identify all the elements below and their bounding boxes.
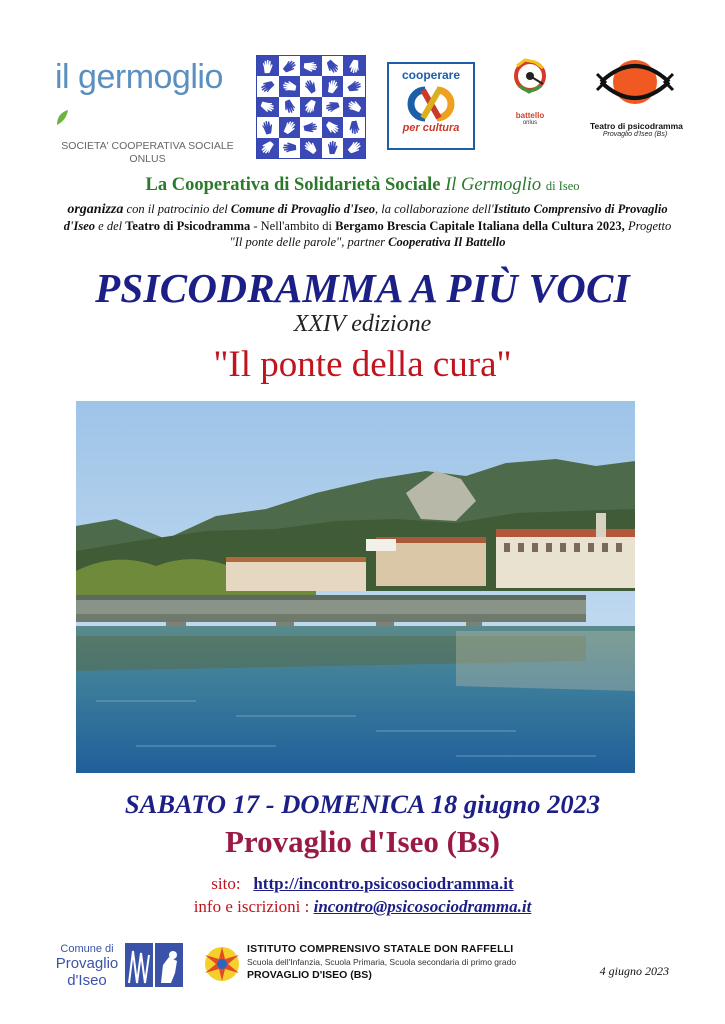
comune-emblem-icon [125,943,183,991]
teatro-logo-name: Teatro di psicodramma [590,121,683,131]
hand-icon [300,137,321,158]
hand-icon [344,77,364,97]
email-label: info e iscrizioni : [193,897,310,916]
cooperare-logo-top: cooperare [401,68,461,82]
intro-heading: La Cooperativa di Solidarietà Sociale Il Germoglio di Iseo [145,175,580,195]
hand-icon [259,118,277,136]
page-title: PSICODRAMMA A PIÙ VOCI [95,265,630,311]
hands-logo [256,55,366,159]
sun-eye-icon [595,56,675,112]
hand-icon [302,119,320,137]
hand-icon [282,140,298,156]
hand-icon [258,97,277,116]
hand-icon [301,97,321,117]
cooperare-per-cultura-logo [387,62,475,150]
hand-icon [260,59,275,74]
website-link[interactable]: http://incontro.psicosociodramma.it [253,874,514,893]
email-link[interactable]: incontro@psicosociodramma.it [313,897,532,916]
bicycle-icon [505,56,555,104]
hand-icon [346,58,363,75]
teatro-logo [590,56,683,146]
istituto-schools: Scuola dell'Infanzia, Scuola Primaria, Scuola secondaria di primo grado [247,957,517,967]
battello-logo [505,56,555,136]
hand-icon [257,137,278,158]
germoglio-logo-name: il germoglio [55,58,223,96]
hand-icon [280,97,300,117]
leaf-icon [55,109,69,127]
event-location: Provaglio d'Iseo (Bs) [225,824,500,859]
hand-icon [323,77,342,96]
document-date: 4 giugno 2023 [599,964,669,978]
hand-icon [257,76,278,97]
istituto-logo-icon [203,945,241,983]
istituto-name: ISTITUTO COMPRENSIVO STATALE DON RAFFELLI [247,943,514,955]
event-subtitle: "Il ponte della cura" [213,344,512,385]
hand-icon [301,76,322,97]
germoglio-logo-subtitle: SOCIETA' COOPERATIVA SOCIALE ONLUS [61,140,234,165]
edition-label: XXIV edizione [293,311,432,337]
battello-logo-sub: onlus [522,120,538,126]
hand-icon [322,56,343,77]
intro-paragraph: organizza con il patrocinio del Comune di Provaglio d'Iseo, la collaborazione dell'Istituto Comprensivo di Provaglio d'Iseo e del Teatro di Psicodramma - Nell'ambito di Bergamo Brescia Capitale Italiana della Cultura 2023, Progetto "Il ponte delle parole", partner Cooperativa Il Battello [63,202,672,249]
hand-icon [344,97,364,117]
hand-icon [303,58,319,74]
istituto-town: PROVAGLIO D'ISEO (BS) [247,969,372,981]
teatro-logo-sub: Provaglio d'Iseo (Bs) [602,131,668,138]
battello-logo-name: battello [515,111,545,120]
email-line [0,897,725,917]
istituto-info [247,943,567,981]
hand-icon [323,97,342,116]
cooperare-emblem-icon [399,84,463,124]
hand-icon [279,117,300,138]
germoglio-logo [55,58,240,165]
hand-icon [322,117,343,138]
hand-icon [280,78,298,96]
comune-logo: Comune di Provaglio d'Iseo [55,943,119,989]
website-line [0,874,725,894]
hand-icon [325,140,340,155]
website-label: sito: [211,874,241,893]
cooperare-logo-bottom: per cultura [402,122,460,134]
bridge-lake-photo [76,401,635,773]
hand-icon [279,56,300,77]
event-dates: SABATO 17 - DOMENICA 18 giugno 2023 [124,789,601,819]
hand-icon [346,119,363,136]
bridge-lake-illustration [76,401,635,773]
hand-icon [344,137,365,158]
